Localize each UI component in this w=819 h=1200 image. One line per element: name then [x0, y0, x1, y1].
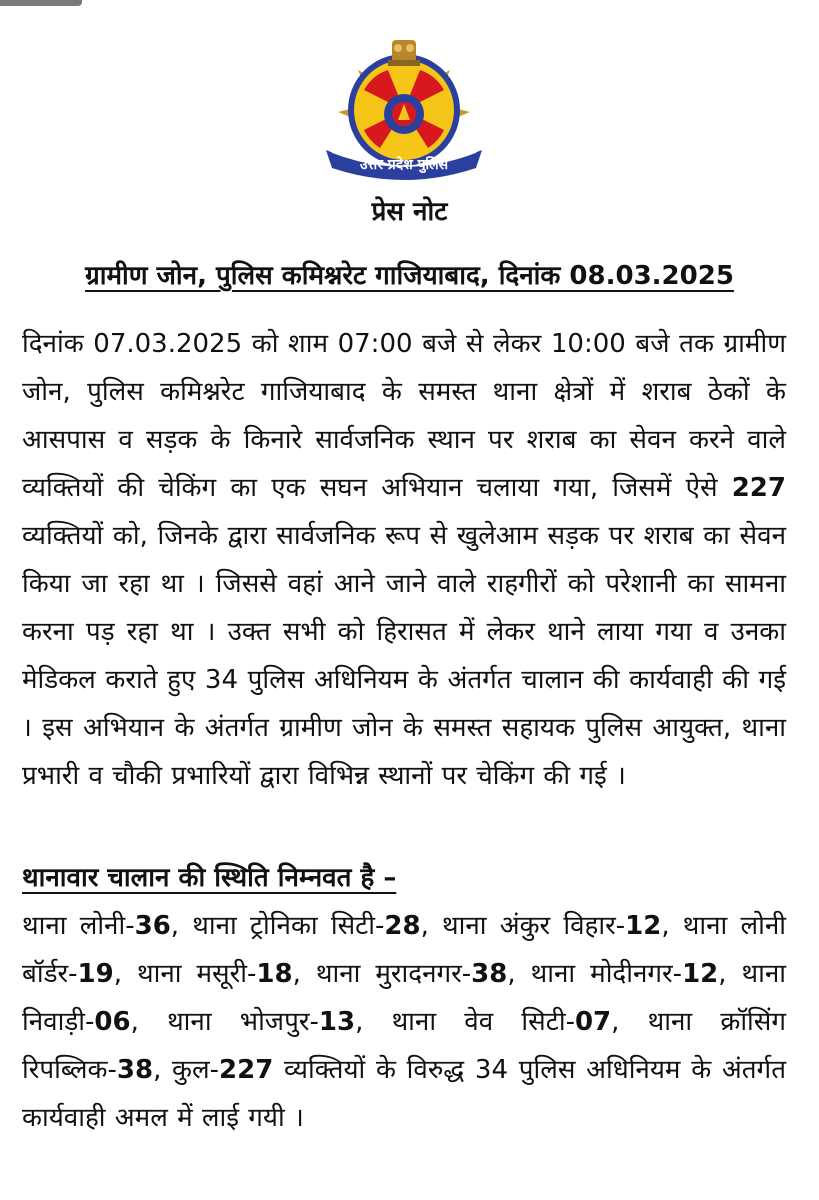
station-item: थाना लोनी बॉर्डर-19, [22, 911, 786, 989]
station-name: थाना मुरादनगर- [315, 959, 472, 989]
total-label: कुल- [172, 1055, 220, 1085]
station-name: थाना वेव सिटी- [391, 1007, 575, 1037]
station-count: 38 [116, 1055, 154, 1085]
station-item: थाना वेव सिटी-07, [391, 1007, 648, 1037]
main-paragraph [22, 320, 786, 800]
subtitle-text: ग्रामीण जोन, पुलिस कमिश्नरेट गाजियाबाद, दिनांक 08.03.2025 [85, 261, 734, 291]
emblem-ribbon-text: उत्तर प्रदेश पुलिस [359, 157, 449, 173]
document-subtitle [0, 256, 819, 292]
station-name: थाना निवाड़ी- [22, 959, 787, 1037]
station-item: थाना निवाड़ी-06, [22, 959, 787, 1037]
station-count: 19 [77, 959, 114, 989]
station-count: 18 [256, 959, 293, 989]
screenshot-top-bar [0, 0, 82, 6]
paragraph-count: 227 [731, 473, 786, 503]
paragraph-part-b: व्यक्तियों को, जिनके द्वारा सार्वजनिक रूप से खुलेआम सड़क पर शराब का सेवन किया जा रहा था । जिससे वहां आने जाने वाले राहगीरों को परेशानी का सामना करना पड़ रहा था । उक्त सभी को हिरासत में लेकर थाने लाया गया व उनका मेडिकल कराते हुए 34 पुलिस अधिनियम के अंतर्गत चालान की कार्यवाही की गई । इस अभियान के अंतर्गत ग्रामीण जोन के समस्त सहायक पुलिस आयुक्त, थाना प्रभारी व चौकी प्रभारियों द्वारा विभिन्न स्थानों पर चेकिंग की गई । [22, 521, 786, 791]
station-count: 38 [471, 959, 508, 989]
paragraph-part-a: दिनांक 07.03.2025 को शाम 07:00 बजे से लेकर 10:00 बजे तक ग्रामीण जोन, पुलिस कमिश्नरेट गाजियाबाद के समस्त थाना क्षेत्रों में शराब ठेकों के आसपास व सड़क के किनारे सार्वजनिक स्थान पर शराब का सेवन करने वाले व्यक्तियों की चेकिंग का एक सघन अभियान चलाया गया, जिसमें ऐसे [22, 329, 786, 503]
station-count: 28 [384, 911, 421, 941]
station-count: 12 [625, 911, 662, 941]
station-count: 07 [574, 1007, 612, 1037]
station-name: थाना मसूरी- [136, 959, 257, 989]
station-item: थाना अंकुर विहार-12, [442, 911, 683, 941]
station-count: 36 [134, 911, 171, 941]
station-name: थाना लोनी बॉर्डर- [22, 911, 786, 989]
station-item: थाना मुरादनगर-38, [315, 959, 531, 989]
up-police-emblem-icon [318, 32, 490, 180]
station-item: थाना मसूरी-18, [136, 959, 316, 989]
station-item: थाना क्रॉसिंग रिपब्लिक-38, [22, 1007, 787, 1085]
station-count: 13 [318, 1007, 356, 1037]
station-name: थाना भोजपुर- [167, 1007, 319, 1037]
station-item: थाना मोदीनगर-12, [530, 959, 742, 989]
station-name: थाना ट्रोनिका सिटी- [192, 911, 385, 941]
press-note-title: प्रेस नोट [371, 197, 448, 227]
station-wise-paragraph [22, 902, 786, 1142]
station-count: 06 [94, 1007, 131, 1037]
station-count: 12 [682, 959, 719, 989]
station-name: थाना क्रॉसिंग रिपब्लिक- [22, 1007, 787, 1085]
station-item: थाना लोनी-36, [22, 911, 193, 941]
total-count: 227 [219, 1055, 274, 1085]
closing-text: व्यक्तियों के विरुद्ध 34 पुलिस अधिनियम के अंतर्गत कार्यवाही अमल में लाई गयी । [22, 1055, 787, 1133]
station-item: थाना भोजपुर-13, [167, 1007, 392, 1037]
station-name: थाना लोनी- [22, 911, 135, 941]
station-name: थाना मोदीनगर- [530, 959, 683, 989]
section-heading: थानावार चालान की स्थिति निम्नवत है – [22, 863, 397, 893]
station-name: थाना अंकुर विहार- [442, 911, 626, 941]
station-item: थाना ट्रोनिका सिटी-28, [192, 911, 443, 941]
